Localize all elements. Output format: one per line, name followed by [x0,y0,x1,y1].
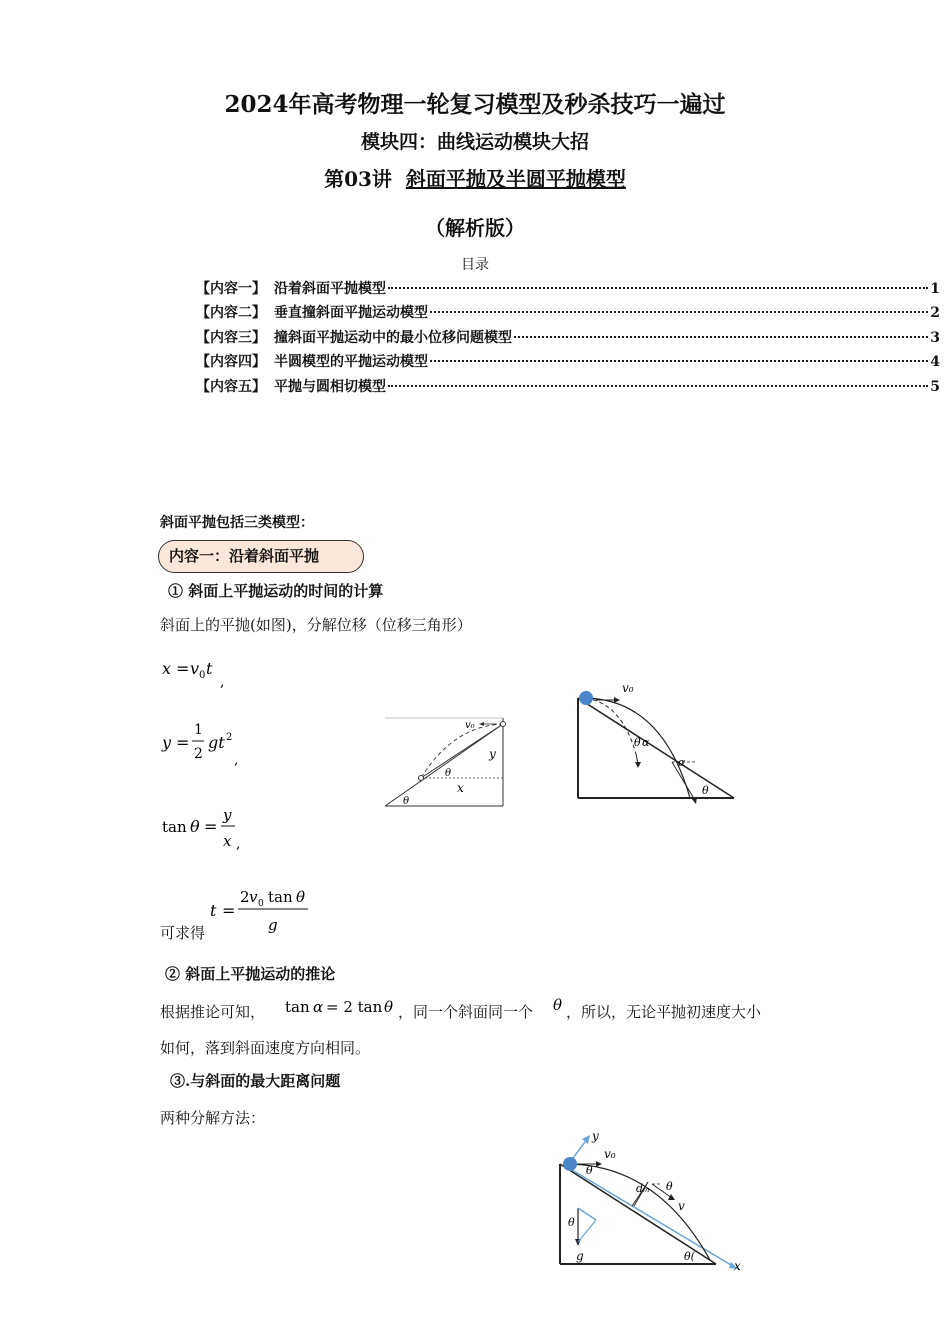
toc-tag: 【内容四】 [196,354,266,370]
toc-leader [388,385,928,387]
svg-text:θ: θ [666,1180,673,1193]
svg-text:v: v [249,888,258,906]
lecture-name: 斜面平抛及半圆平抛模型 [405,167,626,191]
svg-text:,: , [236,836,241,852]
edition-label: （解析版） [425,216,525,240]
svg-text:x: x [162,659,172,678]
svg-text:θ: θ [296,888,306,906]
intro-text: 斜面平抛包括三类模型： [160,515,314,531]
svg-text:v: v [190,659,200,678]
svg-text:x: x [457,781,464,795]
sub2-text-a: 根据推论可知， [160,1003,266,1021]
toc-leader [430,311,928,313]
svg-text:tan: tan [162,818,187,836]
svg-text:,: , [234,752,239,768]
svg-text:θ: θ [190,817,200,836]
sub2-text-c: ，所以，无论平抛初速度大小 [566,1003,762,1021]
sub1-heading: ① 斜面上平抛运动的时间的计算 [168,582,384,600]
svg-text:θ: θ [445,768,452,779]
svg-text:θ: θ [384,998,394,1016]
sub2-text-b: ，同一个斜面同一个 [398,1003,534,1021]
svg-text:2: 2 [226,732,233,743]
svg-text:θ: θ [586,1164,593,1177]
svg-text:t: t [206,659,213,678]
document-title: 2024年高考物理一轮复习模型及秒杀技巧一遍过 [224,91,726,118]
svg-text:= 2 tan: = 2 tan [326,998,383,1016]
svg-text:=: = [176,733,190,752]
svg-text:1: 1 [194,722,203,738]
sub2-heading: ② 斜面上平抛运动的推论 [165,965,336,983]
sub2-paragraph [160,1001,265,1022]
can-get-text: 可求得 [160,924,206,942]
toc-page: 5 [930,379,940,395]
svg-text:α: α [678,756,686,769]
toc-item-1[interactable] [196,278,940,298]
formula-tan [158,802,258,858]
svg-text:θ: θ [634,736,641,749]
toc-heading: 目录 [461,257,489,273]
sub1-text: 斜面上的平抛(如图)，分解位移（位移三角形） [160,616,472,634]
svg-text:y: y [592,1129,599,1143]
formula-y [158,716,258,772]
svg-text:,: , [220,674,225,690]
toc-page: 1 [930,281,940,297]
toc-item-2[interactable] [196,302,940,322]
svg-text:θ: θ [568,1216,575,1229]
toc-tag: 【内容一】 [196,281,266,297]
sub3-heading: ③.与斜面的最大距离问题 [170,1072,341,1090]
svg-text:x: x [734,1259,741,1272]
toc-item-4[interactable] [196,351,940,371]
toc-leader [430,360,928,362]
svg-text:y: y [489,747,496,761]
lecture-title [0,163,950,192]
svg-text:2: 2 [194,746,203,762]
svg-text:θ(: θ( [684,1250,695,1263]
toc-page: 4 [930,354,940,370]
toc-text: 半圆模型的平抛运动模型 [274,354,428,370]
section1-title: 内容一：沿着斜面平抛 [158,540,364,573]
toc-text: 撞斜面平抛运动中的最小位移问题模型 [274,330,512,346]
svg-text:y: y [223,806,232,824]
toc-leader [388,287,928,289]
svg-text:=: = [222,901,236,920]
svg-text:tan: tan [268,888,293,906]
svg-text:2: 2 [240,888,250,906]
svg-text:θ: θ [702,784,709,797]
toc-item-3[interactable] [196,327,940,347]
formula-x [158,652,248,692]
sub2-text-d: 如何，落到斜面速度方向相同。 [160,1039,371,1057]
svg-text:α: α [313,998,324,1016]
svg-text:t: t [210,901,217,920]
max-distance-diagram [548,1126,748,1272]
svg-text:=: = [176,659,190,678]
formula-t [208,880,318,940]
svg-text:g: g [268,916,278,934]
svg-text:tan: tan [285,998,310,1016]
svg-text:v₀: v₀ [604,1147,616,1161]
svg-text:θ: θ [553,996,563,1014]
module-title: 模块四：曲线运动模块大招 [360,131,589,153]
svg-text:x: x [223,832,232,850]
svg-text:v₀: v₀ [622,681,634,695]
toc-page: 2 [930,305,940,321]
toc-tag: 【内容五】 [196,379,266,395]
toc-leader [514,336,928,338]
displacement-triangle-diagram [383,712,513,812]
toc-text: 垂直撞斜面平抛运动模型 [274,305,428,321]
svg-text:0: 0 [258,899,264,909]
svg-text:v: v [678,1199,685,1213]
toc-text: 平抛与圆相切模型 [274,379,386,395]
svg-text:=: = [204,817,218,836]
svg-text:gt: gt [208,733,225,752]
svg-text:g: g [576,1249,584,1263]
toc-tag: 【内容二】 [196,305,266,321]
svg-text:dₘ: dₘ [636,1182,650,1195]
toc-text: 沿着斜面平抛模型 [274,281,386,297]
sub3-text: 两种分解方法： [160,1109,266,1127]
svg-text:v₀: v₀ [465,720,475,731]
svg-text:0: 0 [199,670,206,681]
lecture-number: 第03讲 [324,167,392,191]
toc-tag: 【内容三】 [196,330,266,346]
toc-page: 3 [930,330,940,346]
svg-text:α: α [642,736,650,749]
velocity-angle-diagram [572,678,742,806]
toc-item-5[interactable] [196,376,940,396]
svg-text:θ: θ [403,796,410,807]
svg-text:y: y [162,733,172,752]
formula-tan-alpha [283,994,403,1020]
